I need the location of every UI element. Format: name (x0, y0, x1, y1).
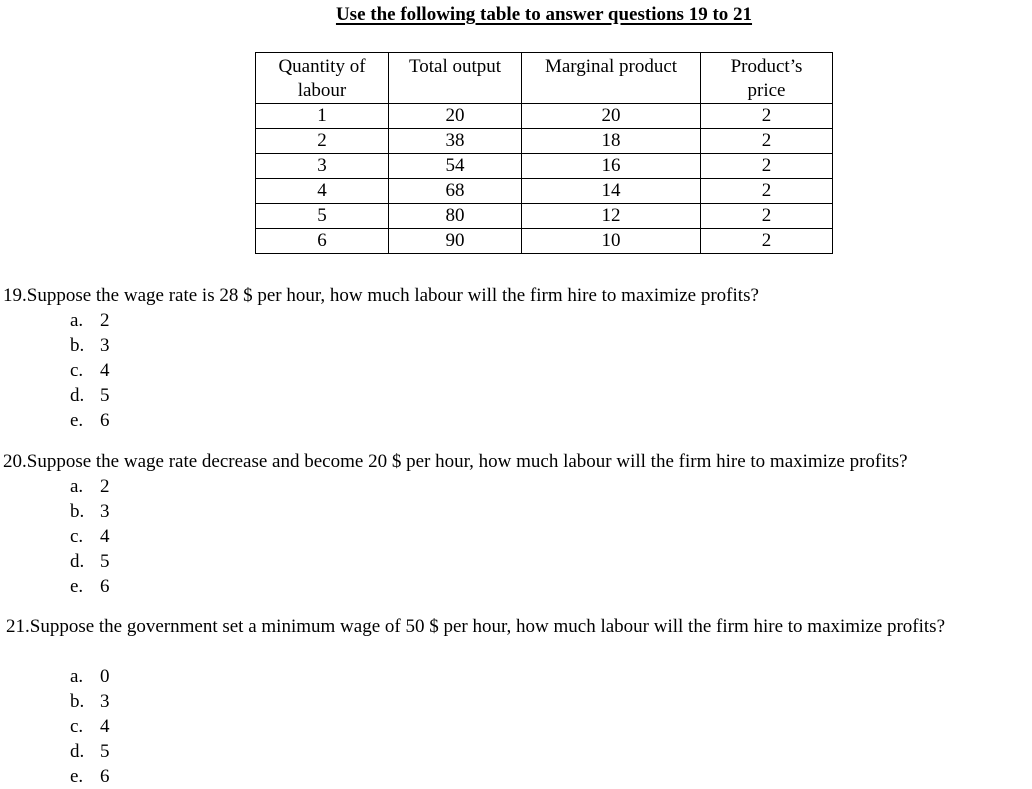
question-21 (3, 614, 1032, 639)
table-header-row (256, 53, 833, 104)
table-row (256, 229, 833, 254)
cell-price: 2 (701, 129, 833, 154)
header-marginal-product: Marginal product (522, 53, 701, 104)
option-d[interactable]: d. 5 (70, 551, 110, 572)
cell-price: 2 (701, 179, 833, 204)
question-19 (3, 283, 1028, 308)
cell-total-output: 38 (389, 129, 522, 154)
cell-price: 2 (701, 229, 833, 254)
option-e[interactable]: e. 6 (70, 766, 110, 787)
cell-quantity: 1 (256, 104, 389, 129)
option-b[interactable]: b. 3 (70, 335, 110, 356)
cell-quantity: 3 (256, 154, 389, 179)
cell-marginal-product: 14 (522, 179, 701, 204)
cell-total-output: 90 (389, 229, 522, 254)
cell-marginal-product: 10 (522, 229, 701, 254)
header-products-price: Product’s price (701, 53, 833, 104)
cell-quantity: 4 (256, 179, 389, 204)
question-20 (3, 449, 1028, 474)
table-row (256, 104, 833, 129)
table-row (256, 129, 833, 154)
cell-marginal-product: 18 (522, 129, 701, 154)
table-row (256, 204, 833, 229)
question-text: Suppose the government set a minimum wage of 50 $ per hour, how much labour will the firm hire to maximize profits? (29, 616, 946, 637)
question-number: 19. (3, 285, 27, 306)
cell-total-output: 20 (389, 104, 522, 129)
cell-total-output: 80 (389, 204, 522, 229)
question-19-options (70, 308, 110, 433)
cell-total-output: 54 (389, 154, 522, 179)
option-a[interactable]: a. 2 (70, 310, 110, 331)
question-number: 21. (6, 616, 30, 637)
option-d[interactable]: d. 5 (70, 385, 110, 406)
option-d[interactable]: d. 5 (70, 741, 110, 762)
question-number: 20. (3, 451, 27, 472)
table-row (256, 154, 833, 179)
option-e[interactable]: e. 6 (70, 410, 110, 431)
header-quantity-of-labour: Quantity of labour (256, 53, 389, 104)
cell-marginal-product: 16 (522, 154, 701, 179)
option-a[interactable]: a. 0 (70, 666, 110, 687)
cell-quantity: 2 (256, 129, 389, 154)
cell-total-output: 68 (389, 179, 522, 204)
cell-price: 2 (701, 154, 833, 179)
option-a[interactable]: a. 2 (70, 476, 110, 497)
header-total-output: Total output (389, 53, 522, 104)
section-heading: Use the following table to answer questions 19 to 21 (335, 4, 753, 25)
cell-marginal-product: 20 (522, 104, 701, 129)
table-row (256, 179, 833, 204)
question-20-options (70, 474, 110, 599)
option-b[interactable]: b. 3 (70, 691, 110, 712)
question-text: Suppose the wage rate is 28 $ per hour, how much labour will the firm hire to maximize profits? (26, 285, 759, 306)
question-text: Suppose the wage rate decrease and become 20 $ per hour, how much labour will the firm hire to maximize profits? (26, 451, 908, 472)
cell-marginal-product: 12 (522, 204, 701, 229)
option-c[interactable]: c. 4 (70, 716, 110, 737)
option-b[interactable]: b. 3 (70, 501, 110, 522)
cell-quantity: 5 (256, 204, 389, 229)
cell-price: 2 (701, 204, 833, 229)
cell-price: 2 (701, 104, 833, 129)
option-e[interactable]: e. 6 (70, 576, 110, 597)
labour-table (255, 52, 833, 254)
option-c[interactable]: c. 4 (70, 360, 110, 381)
question-21-options (70, 664, 110, 789)
cell-quantity: 6 (256, 229, 389, 254)
option-c[interactable]: c. 4 (70, 526, 110, 547)
